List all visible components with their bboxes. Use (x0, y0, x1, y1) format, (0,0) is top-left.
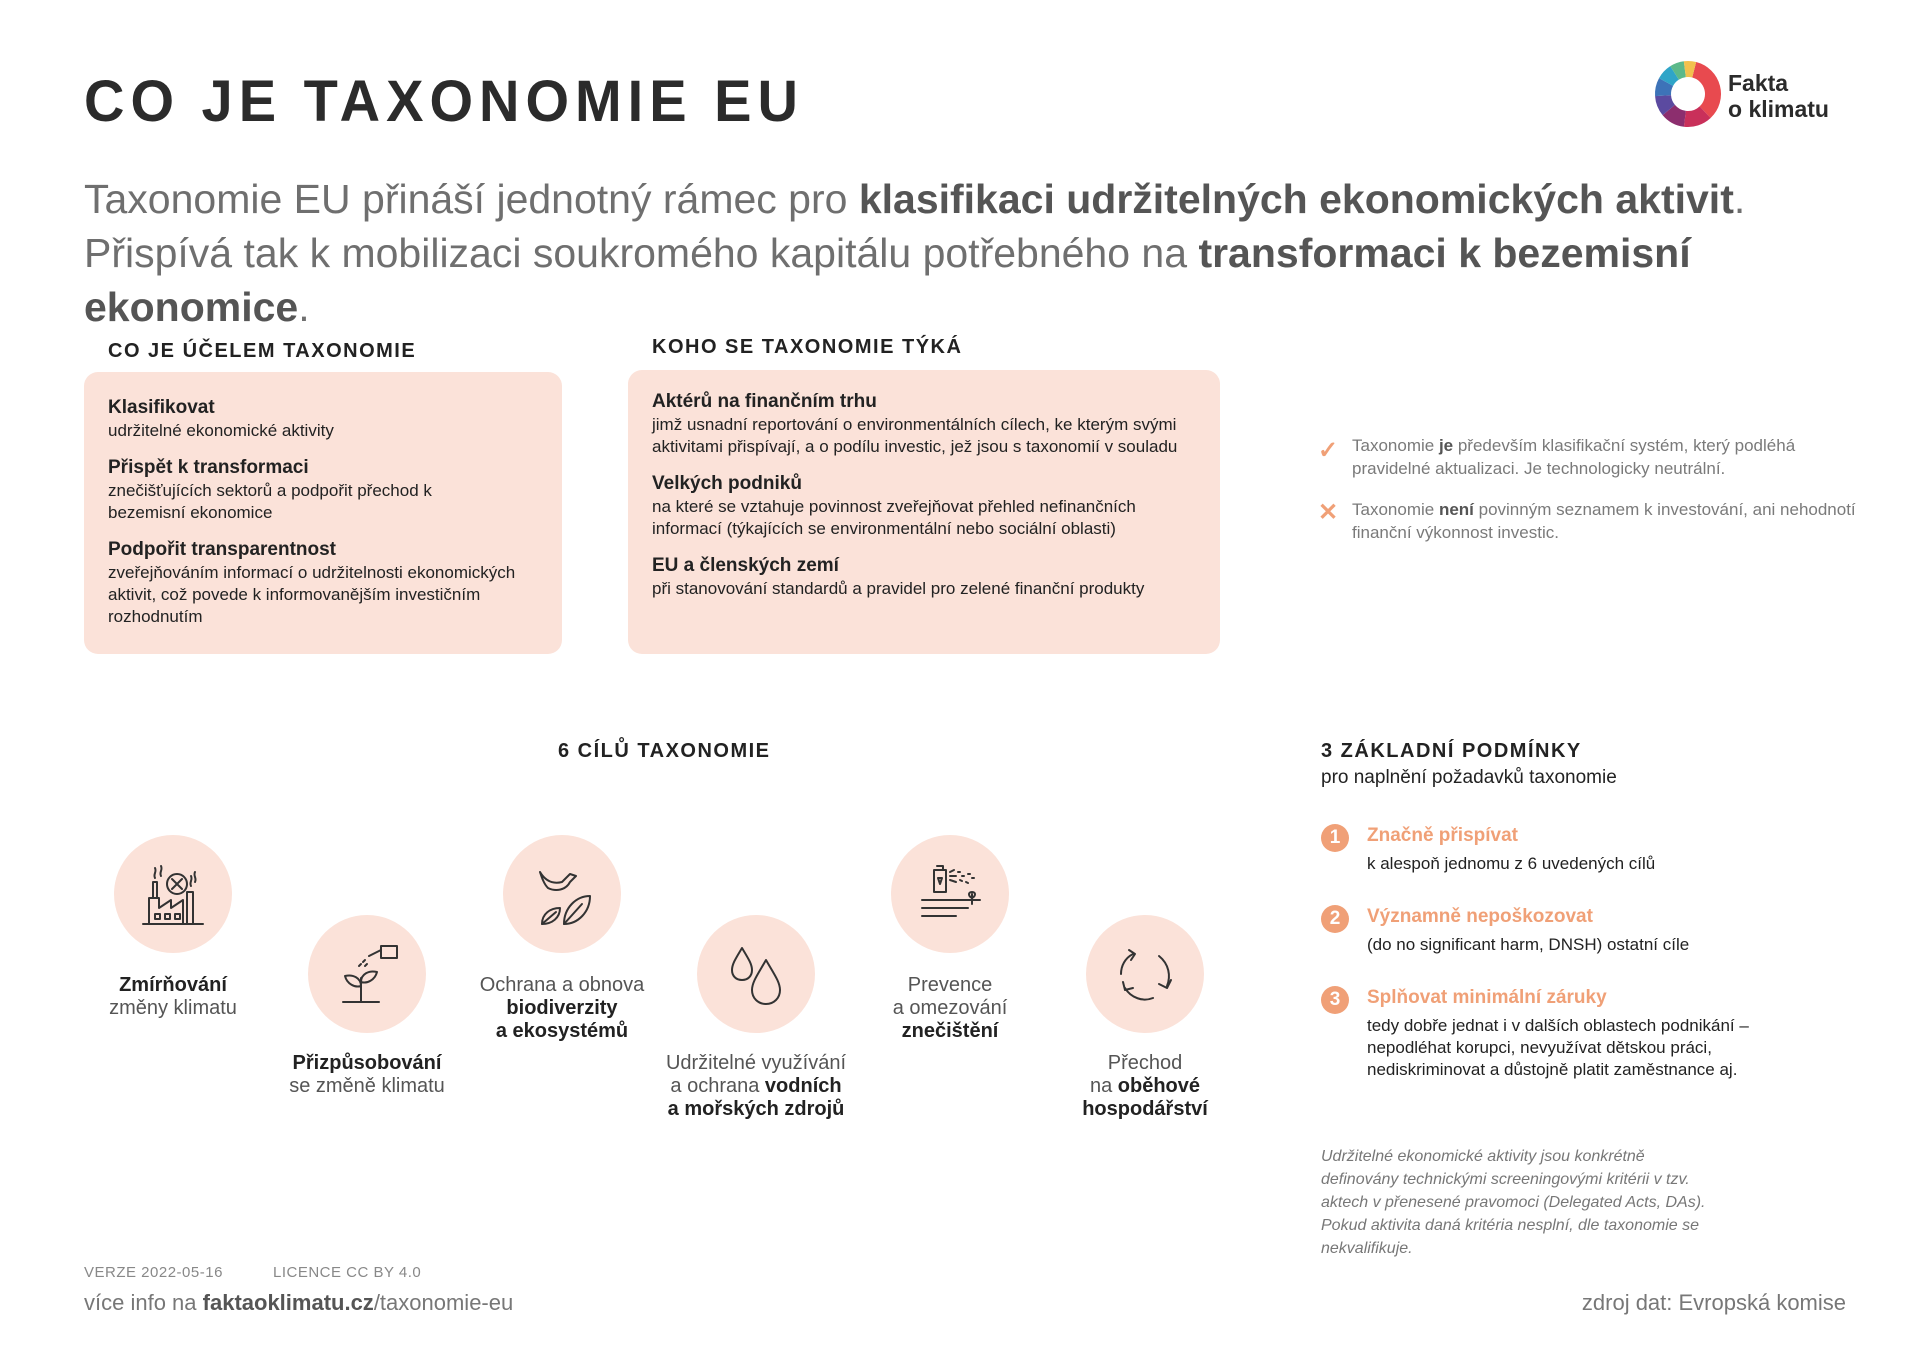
goal-text-bold: znečištění (901, 1020, 999, 1042)
more-info-link[interactable] (84, 1290, 513, 1316)
goal-text: Udržitelné využívání (665, 1052, 847, 1074)
intro-part: . (298, 284, 310, 330)
purpose-item-text: udržitelné ekonomické aktivity (108, 421, 334, 440)
condition-number: 1 (1321, 824, 1349, 852)
goal-text: změny klimatu (109, 997, 237, 1019)
goal-label (452, 974, 672, 1043)
audience-item-text: jimž usnadní reportování o environmentálních cílech, ke kterým svými aktivitami přispívají, a o podílu investic, jež jsou s taxonomií v souladu (652, 415, 1178, 456)
note-part: Taxonomie (1352, 436, 1439, 455)
condition-item (1367, 906, 1787, 956)
footer-part: více info na (84, 1290, 203, 1315)
condition-text: tedy dobře jednat i v dalších oblastech podnikání – nepodléhat korupci, nevyužívat dětskou práci, nediskriminovat a důstojně platit zaměstnance aj. (1367, 1016, 1749, 1079)
goal-label (840, 974, 1060, 1043)
intro-bold: klasifikaci udržitelných ekonomických aktivit (858, 176, 1734, 222)
recycle-arrows-icon (1103, 932, 1187, 1016)
goal-text: Přechod (1107, 1052, 1183, 1074)
audience-item (652, 390, 1196, 458)
version-label: VERZE 2022-05-16 (84, 1264, 223, 1281)
spraying-field-icon (908, 852, 992, 936)
note-bold: je (1438, 436, 1454, 455)
audience-item-title: EU a členských zemí (652, 555, 839, 576)
footer-part: /taxonomie-eu (373, 1290, 514, 1315)
goal-text-bold: a ekosystémů (495, 1020, 629, 1042)
note-part: především klasifikační systém, který podléhá pravidelné aktualizaci. Je technologicky neutrální. (1352, 436, 1796, 478)
purpose-item-text: znečišťujících sektorů a podpořit přechod k bezemisní ekonomice (108, 481, 432, 522)
goal-text-bold: a mořských zdrojů (667, 1098, 845, 1120)
condition-item (1367, 825, 1787, 875)
purpose-item (108, 396, 538, 442)
condition-title: Splňovat minimální záruky (1367, 987, 1607, 1008)
goal-text-bold: oběhové (1117, 1075, 1201, 1097)
goal-label (257, 1052, 477, 1098)
purpose-item (108, 456, 538, 524)
watering-plant-icon (325, 932, 409, 1016)
logo-line-1: Fakta (1728, 70, 1789, 96)
note-is-not (1352, 498, 1862, 544)
goal-text-bold: biodiverzity (506, 997, 618, 1019)
condition-item (1367, 987, 1787, 1081)
water-drops-icon (714, 932, 798, 1016)
audience-item-text: při stanovování standardů a pravidel pro zelené finanční produkty (652, 579, 1145, 598)
goal-icon-circle (697, 915, 815, 1033)
intro-text (84, 172, 1864, 334)
goal-label (646, 1052, 866, 1121)
logo-icon (1652, 58, 1724, 130)
condition-number: 2 (1321, 905, 1349, 933)
purpose-box (84, 372, 562, 654)
goal-text-bold: Přizpůsobování (292, 1052, 442, 1074)
audience-item-title: Velkých podniků (652, 473, 802, 494)
goal-text: na (1089, 1075, 1118, 1097)
logo-text (1728, 70, 1829, 122)
goal-text-bold: Zmírňování (119, 974, 227, 996)
note-part: povinným seznamem k investování, ani nehodnotí finanční výkonnost investic. (1352, 500, 1856, 542)
purpose-item (108, 538, 538, 628)
audience-heading: KOHO SE TAXONOMIE TÝKÁ (652, 336, 963, 358)
footnote: Udržitelné ekonomické aktivity jsou konkrétně definovány technickými screeningovými kritérii v tzv. aktech v přenesené pravomoci (Delegated Acts, DAs). Pokud aktivita daná kritéria nesplní, dle taxonomie se nekvalifikuje. (1321, 1148, 1706, 1257)
audience-box (628, 370, 1220, 654)
conditions-heading: 3 ZÁKLADNÍ PODMÍNKY (1321, 740, 1582, 762)
goal-label (63, 974, 283, 1020)
intro-part: Taxonomie EU přináší jednotný rámec pro (84, 176, 859, 222)
goal-text-bold: vodních (764, 1075, 842, 1097)
check-icon: ✓ (1318, 437, 1339, 464)
goal-label (1035, 1052, 1255, 1121)
goals-heading: 6 CÍLŮ TAXONOMIE (558, 740, 771, 762)
footer-bold: faktaoklimatu.cz (202, 1290, 374, 1315)
intro-part: . Přispívá tak k mobilizaci soukromého kapitálu potřebného na (84, 176, 1746, 276)
condition-text: k alespoň jednomu z 6 uvedených cílů (1367, 854, 1656, 873)
data-source: zdroj dat: Evropská komise (1581, 1290, 1846, 1315)
goal-icon-circle (891, 835, 1009, 953)
condition-title: Významně nepoškozovat (1367, 906, 1593, 927)
goal-text: se změně klimatu (289, 1075, 445, 1097)
purpose-item-text: zveřejňováním informací o udržitelnosti ekonomických aktivit, což povede k informovanějším investičním rozhodnutím (108, 563, 516, 626)
goal-text: a omezování (892, 997, 1008, 1019)
note-is (1352, 434, 1862, 480)
audience-item (652, 554, 1196, 600)
intro-bold: transformaci k bezemisní ekonomice (84, 230, 1691, 330)
goal-icon-circle (1086, 915, 1204, 1033)
audience-item-text: na které se vztahuje povinnost zveřejňovat přehled nefinančních informací (týkajících se environmentální nebo sociální oblasti) (652, 497, 1136, 538)
purpose-item-title: Přispět k transformaci (108, 457, 309, 478)
note-part: Taxonomie (1352, 500, 1439, 519)
page-title: CO JE TAXONOMIE EU (84, 67, 804, 134)
bird-leaves-icon (520, 852, 604, 936)
license-label: LICENCE CC BY 4.0 (273, 1264, 422, 1281)
note-bold: není (1438, 500, 1474, 519)
audience-item-title: Aktérů na finančním trhu (652, 391, 877, 412)
conditions-subheading: pro naplnění požadavků taxonomie (1321, 767, 1617, 788)
goal-icon-circle (114, 835, 232, 953)
cross-icon: ✕ (1318, 499, 1339, 526)
condition-text: (do no significant harm, DNSH) ostatní cíle (1367, 935, 1690, 954)
audience-item (652, 472, 1196, 540)
logo-line-2: o klimatu (1728, 96, 1829, 122)
goal-text-bold: hospodářství (1082, 1098, 1208, 1120)
purpose-heading: CO JE ÚČELEM TAXONOMIE (108, 340, 417, 362)
goal-icon-circle (503, 835, 621, 953)
factory-icon (131, 852, 215, 936)
purpose-item-title: Podpořit transparentnost (108, 539, 337, 560)
purpose-item-title: Klasifikovat (108, 397, 215, 418)
condition-title: Značně přispívat (1367, 825, 1518, 846)
goal-text: Prevence (907, 974, 993, 996)
goal-icon-circle (308, 915, 426, 1033)
goal-text: a ochrana (670, 1075, 765, 1097)
condition-number: 3 (1321, 986, 1349, 1014)
goal-text: Ochrana a obnova (479, 974, 645, 996)
